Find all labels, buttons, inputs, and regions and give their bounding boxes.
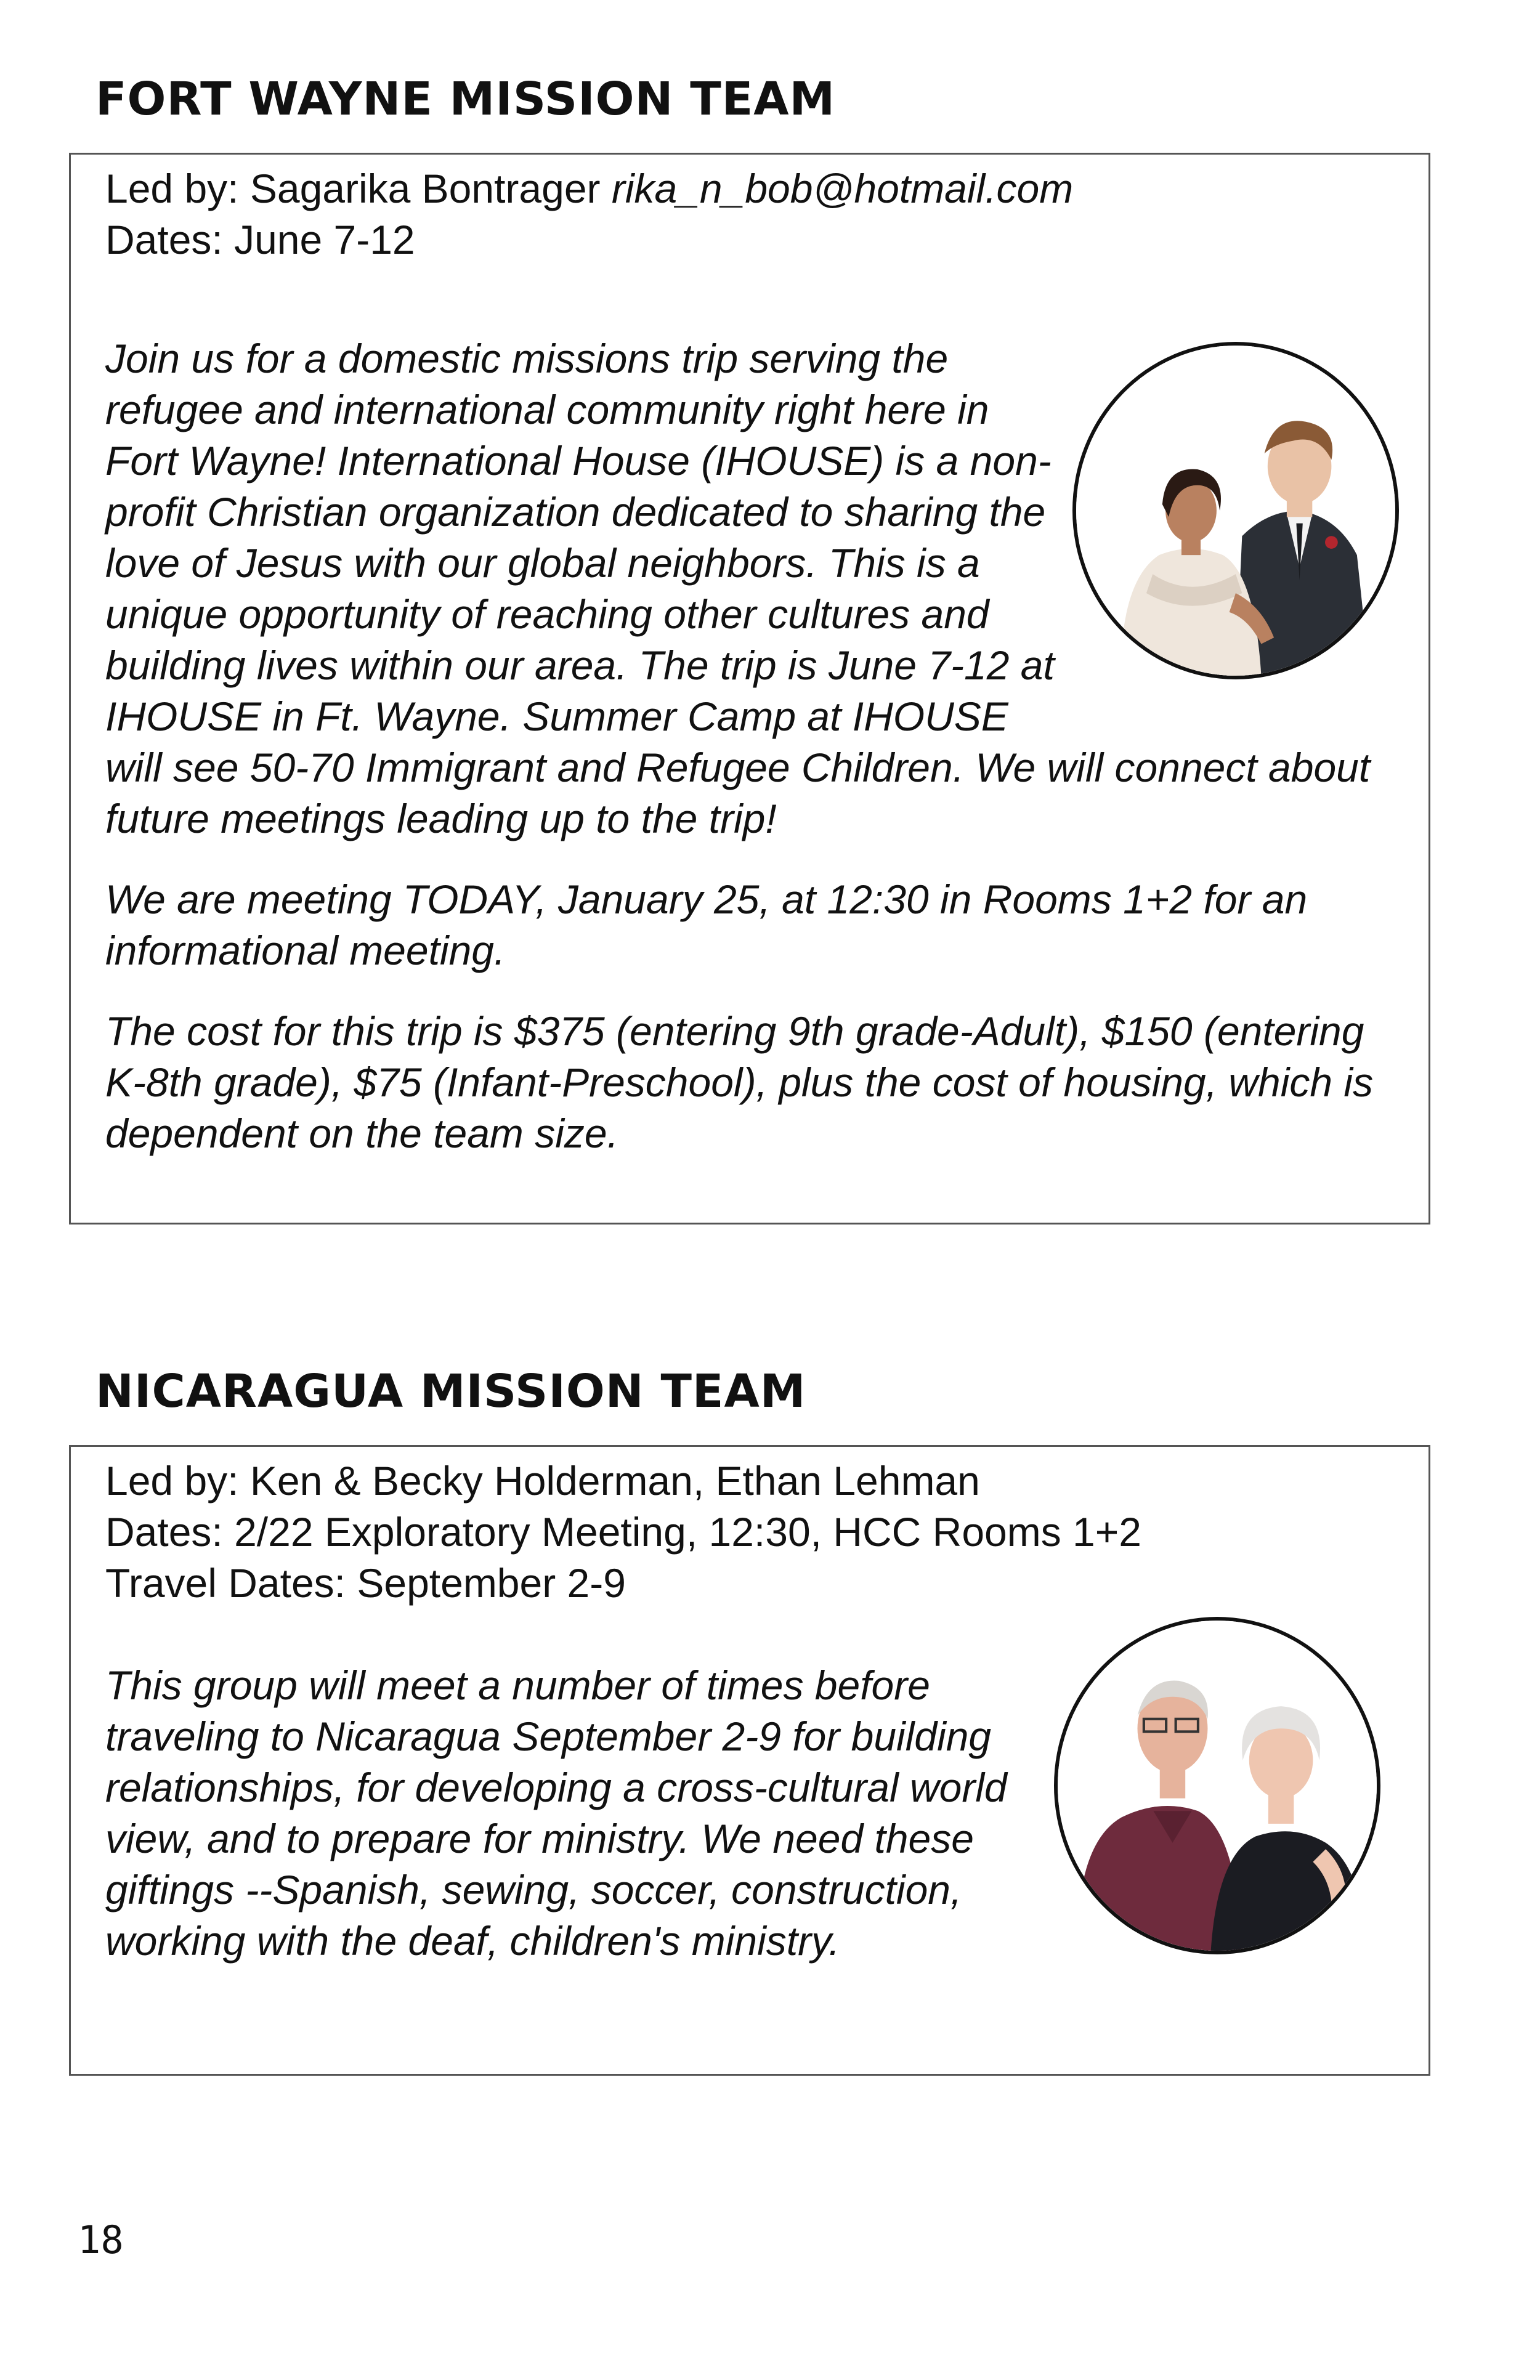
couple-photo bbox=[1072, 342, 1399, 679]
nicaragua-description: This group will meet a number of times before traveling to Nicaragua September 2-9 for building relationships, for developing a cross-cultural world view, and to prepare for ministry. We need these giftings --Spanish, sewing, soccer, construction, working with the deaf, children's ministry. bbox=[105, 1662, 1007, 1964]
fort-wayne-email: rika_n_bob@hotmail.com bbox=[611, 166, 1074, 211]
nicaragua-leaders: Led by: Ken & Becky Holderman, Ethan Lehman bbox=[105, 1458, 980, 1504]
nicaragua-title: NICARAGUA MISSION TEAM bbox=[95, 1365, 806, 1418]
holderman-photo-illustration bbox=[1058, 1621, 1377, 1951]
nicaragua-content bbox=[105, 1455, 1399, 1973]
nicaragua-card bbox=[69, 1445, 1430, 2076]
fort-wayne-leader: Led by: Sagarika Bontrager bbox=[105, 166, 601, 211]
fort-wayne-title: FORT WAYNE MISSION TEAM bbox=[95, 73, 836, 126]
fort-wayne-content bbox=[105, 163, 1399, 1159]
holderman-couple-photo bbox=[1054, 1617, 1380, 1954]
fort-wayne-card bbox=[69, 153, 1430, 1224]
nicaragua-dates: Dates: 2/22 Exploratory Meeting, 12:30, HCC Rooms 1+2 bbox=[105, 1509, 1142, 1555]
nicaragua-travel-dates: Travel Dates: September 2-9 bbox=[105, 1560, 626, 1606]
fort-wayne-meeting-info: We are meeting TODAY, January 25, at 12:30 in Rooms 1+2 for an informational meeting. bbox=[105, 876, 1308, 973]
fort-wayne-dates: Dates: June 7-12 bbox=[105, 217, 415, 262]
page-number: 18 bbox=[78, 2217, 124, 2262]
fort-wayne-leader-line bbox=[105, 163, 1399, 214]
fort-wayne-description: Join us for a domestic missions trip serving the refugee and international community right here in Fort Wayne! International House (IHOUSE) is a non-profit Christian organization dedicated to sharing the love of Jesus with our global neighbors. This is a unique opportunity of reaching other cultures and building lives within our area. The trip is June 7-12 at IHOUSE in Ft. Wayne. Summer Camp at IHOUSE will see 50-70 Immigrant and Refugee Children. We will connect about future meetings leading up to the trip! bbox=[105, 336, 1371, 841]
couple-photo-illustration bbox=[1076, 346, 1395, 676]
fort-wayne-cost-info: The cost for this trip is $375 (entering 9th grade-Adult), $150 (entering K-8th grade), $75 (Infant-Preschool), plus the cost of housing, which is dependent on the team size. bbox=[105, 1008, 1374, 1156]
